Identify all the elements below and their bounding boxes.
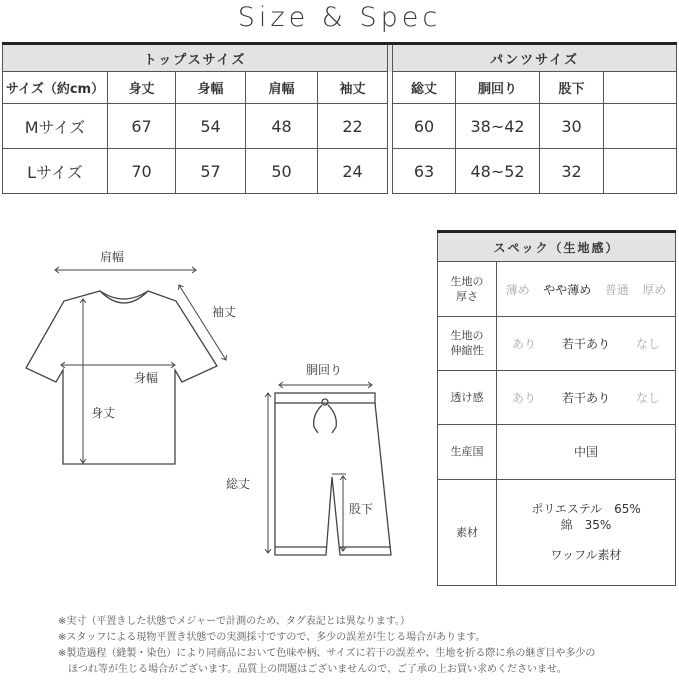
thickness-option: 厚め bbox=[642, 282, 667, 297]
spec-label-thickness: 生地の 厚さ bbox=[438, 262, 497, 316]
label-shoulder-width: 肩幅 bbox=[100, 250, 125, 264]
table-cell: 30 bbox=[540, 104, 604, 149]
table-cell: 48 bbox=[246, 104, 318, 149]
table-cell: 57 bbox=[176, 149, 246, 194]
stretch-option: あり bbox=[511, 336, 536, 351]
spec-label-sheer: 透け感 bbox=[438, 370, 497, 424]
origin-value: 中国 bbox=[497, 425, 676, 479]
sheer-option: なし bbox=[635, 391, 660, 406]
spec-table bbox=[437, 230, 676, 586]
stretch-option: なし bbox=[635, 336, 660, 351]
thickness-option: 普通 bbox=[604, 282, 629, 297]
spec-header: スペック（生地感） bbox=[438, 232, 676, 262]
table-cell: 70 bbox=[108, 149, 176, 194]
column-header-sleeve-length: 袖丈 bbox=[318, 72, 388, 104]
spec-label-origin: 生産国 bbox=[438, 425, 497, 479]
table-cell: 32 bbox=[540, 149, 604, 194]
material-cotton: 綿 35% bbox=[560, 518, 612, 533]
spec-row-material bbox=[438, 479, 676, 585]
column-header-inseam: 股下 bbox=[540, 72, 604, 104]
column-header-empty bbox=[604, 72, 677, 104]
sheer-scale bbox=[497, 389, 675, 406]
note-line: ※製造過程（縫製・染色）により同商品において色味や柄、サイズに若干の誤差や、生地を折る際に糸の継ぎ目や多少の bbox=[58, 648, 596, 659]
table-cell: 60 bbox=[393, 104, 456, 149]
column-header-body-length: 身丈 bbox=[108, 72, 176, 104]
table-cell: 38~42 bbox=[456, 104, 540, 149]
table-cell: 54 bbox=[176, 104, 246, 149]
spec-row-stretch bbox=[438, 316, 676, 370]
page-title: Size & Spec bbox=[237, 2, 442, 33]
label-body-length: 身丈 bbox=[91, 406, 116, 420]
thickness-option: 薄め bbox=[505, 282, 530, 297]
table-cell bbox=[604, 104, 677, 149]
stretch-option-selected: 若干あり bbox=[561, 336, 610, 351]
sleeve-length-arrow bbox=[179, 285, 226, 360]
spec-row-origin bbox=[438, 425, 676, 479]
material-polyester: ポリエステル 65% bbox=[531, 502, 641, 517]
table-cell: 63 bbox=[393, 149, 456, 194]
table-cell: 67 bbox=[108, 104, 176, 149]
measurement-diagram bbox=[0, 215, 420, 575]
note-line: ※スタッフによる現物平置き状態での実測採寸ですので、多少の誤差が生じる場合があります。 bbox=[58, 632, 486, 643]
table-cell bbox=[604, 149, 677, 194]
notes bbox=[58, 614, 658, 678]
spec-row-thickness bbox=[438, 262, 676, 316]
label-body-width: 身幅 bbox=[134, 371, 159, 385]
size-label: Lサイズ bbox=[3, 149, 108, 194]
material-type: ワッフル素材 bbox=[550, 548, 622, 563]
table-cell: 48~52 bbox=[456, 149, 540, 194]
spec-label-material: 素材 bbox=[438, 479, 497, 585]
table-row bbox=[3, 149, 677, 194]
spec-row-sheer bbox=[438, 370, 676, 424]
label-inseam: 股下 bbox=[349, 502, 374, 516]
sheer-option: あり bbox=[511, 391, 536, 406]
table-cell: 22 bbox=[318, 104, 388, 149]
size-label: Mサイズ bbox=[3, 104, 108, 149]
thickness-scale bbox=[497, 281, 675, 298]
note-line: ほつれ等が生じる場合がございます。品質上の問題はございませんので、ご了承の上お買い求めくださいませ。 bbox=[58, 664, 567, 675]
column-header-body-width: 身幅 bbox=[176, 72, 246, 104]
label-sleeve-length: 袖丈 bbox=[212, 305, 237, 319]
column-header-total-length: 総丈 bbox=[393, 72, 456, 104]
tops-size-header: トップスサイズ bbox=[3, 44, 388, 72]
table-cell: 50 bbox=[246, 149, 318, 194]
tshirt-outline bbox=[26, 291, 217, 464]
spec-label-stretch: 生地の 伸縮性 bbox=[438, 316, 497, 370]
column-header-waist: 胴回り bbox=[456, 72, 540, 104]
note-line: ※実寸（平置きした状態でメジャーで計測のため、タグ表記とは異なります。） bbox=[58, 616, 410, 627]
label-total-length: 総丈 bbox=[226, 477, 251, 491]
sheer-option-selected: 若干あり bbox=[561, 391, 610, 406]
stretch-scale bbox=[497, 335, 675, 352]
table-row bbox=[3, 104, 677, 149]
size-table bbox=[2, 42, 677, 194]
pants-size-header: パンツサイズ bbox=[393, 44, 677, 72]
column-header-shoulder-width: 肩幅 bbox=[246, 72, 318, 104]
label-waist: 胴回り bbox=[306, 363, 343, 377]
column-header-size: サイズ（約cm） bbox=[3, 72, 108, 104]
thickness-option-selected: やや薄め bbox=[543, 282, 592, 297]
table-cell: 24 bbox=[318, 149, 388, 194]
